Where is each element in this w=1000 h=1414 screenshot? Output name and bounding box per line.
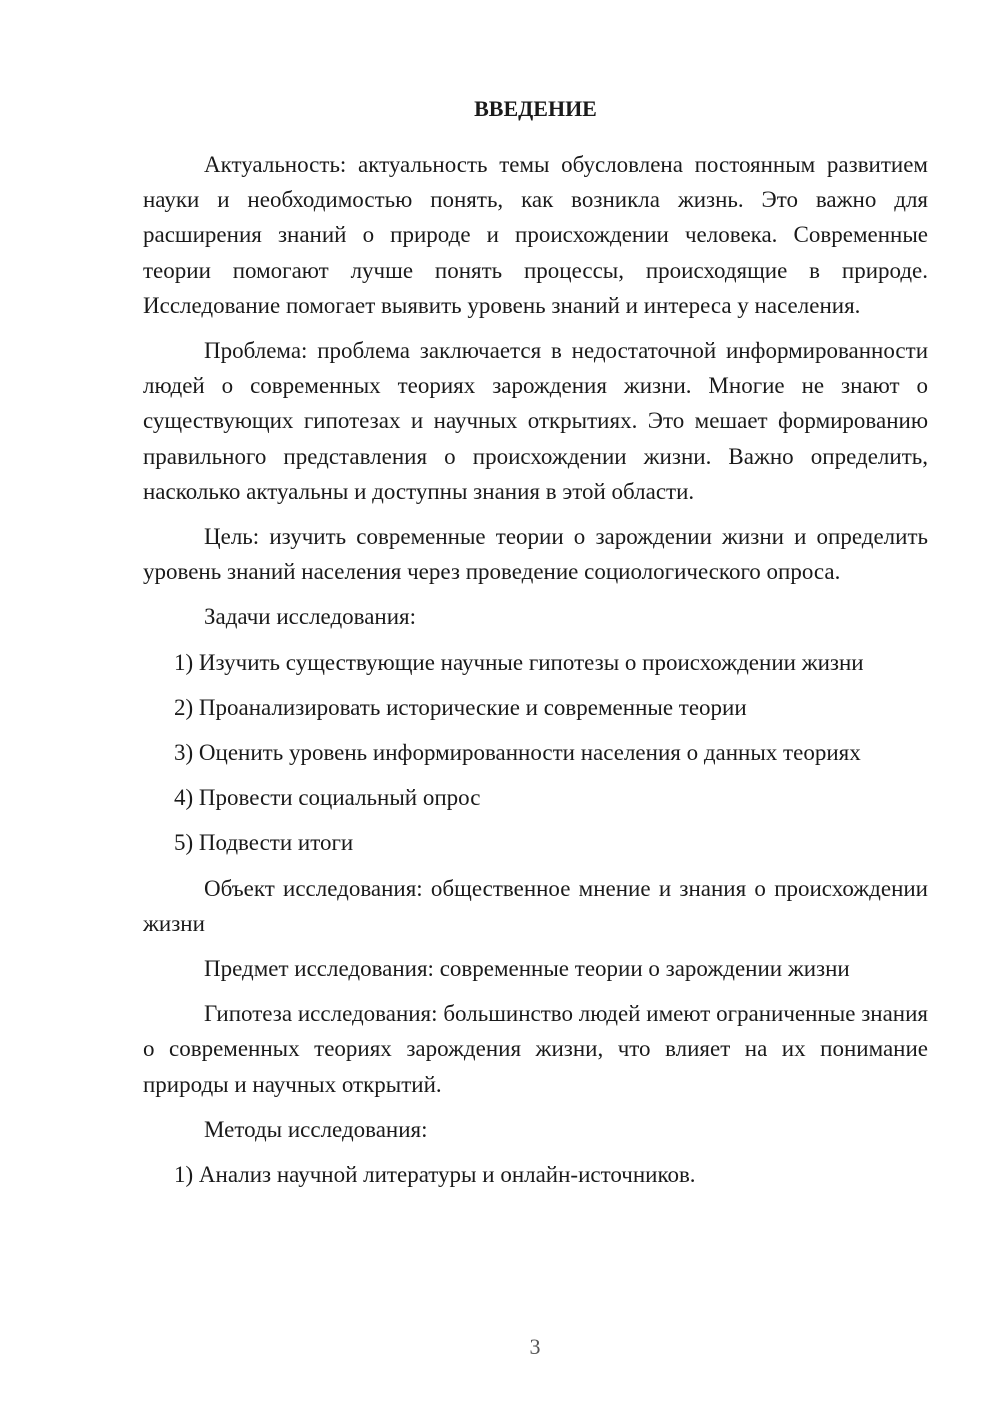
page-number: 3	[529, 1334, 541, 1359]
list-item: 5) Подвести итоги	[174, 830, 354, 856]
hypothesis-paragraph: Гипотеза исследования: большинство людей имеют ограниченные знания о современных теориях зарождения жизни, что влияет на их понимание природы и научных открытий.	[143, 1001, 928, 1097]
list-item: 2) Проанализировать исторические и современные теории	[174, 694, 747, 720]
list-item: 3) Оценить уровень информированности населения о данных теориях	[174, 740, 861, 766]
goal-paragraph: Цель: изучить современные теории о зарождении жизни и определить уровень знаний населения через проведение социологического опроса.	[143, 524, 928, 585]
object-paragraph: Объект исследования: общественное мнение и знания о происхождении жизни	[143, 875, 928, 936]
tasks-heading: Задачи исследования:	[204, 604, 417, 630]
list-item: 1) Анализ научной литературы и онлайн-источников.	[174, 1162, 696, 1188]
list-item: 4) Провести социальный опрос	[174, 785, 481, 811]
relevance-paragraph: Актуальность: актуальность темы обусловлена постоянным развитием науки и необходимостью понять, как возникла жизнь. Это важно для расширения знаний о природе и происхождении человека. Современные теории помогают лучше понять процессы, происходящие в природе. Исследование помогает выявить уровень знаний и интереса у населения.	[143, 152, 928, 318]
subject-paragraph: Предмет исследования: современные теории о зарождении жизни	[204, 956, 850, 982]
methods-heading: Методы исследования:	[204, 1116, 428, 1142]
problem-paragraph: Проблема: проблема заключается в недостаточной информированности людей о современных теориях зарождения жизни. Многие не знают о существующих гипотезах и научных открытиях. Это мешает формированию правильного представления о происхождении жизни. Важно определить, насколько актуальны и доступны знания в этой области.	[143, 338, 928, 504]
methods-list	[143, 1157, 928, 1192]
tasks-list	[143, 645, 928, 861]
list-item: 1) Изучить существующие научные гипотезы о происхождении жизни	[174, 649, 864, 675]
page-content	[143, 92, 928, 1202]
page-title: ВВЕДЕНИЕ	[474, 96, 597, 121]
